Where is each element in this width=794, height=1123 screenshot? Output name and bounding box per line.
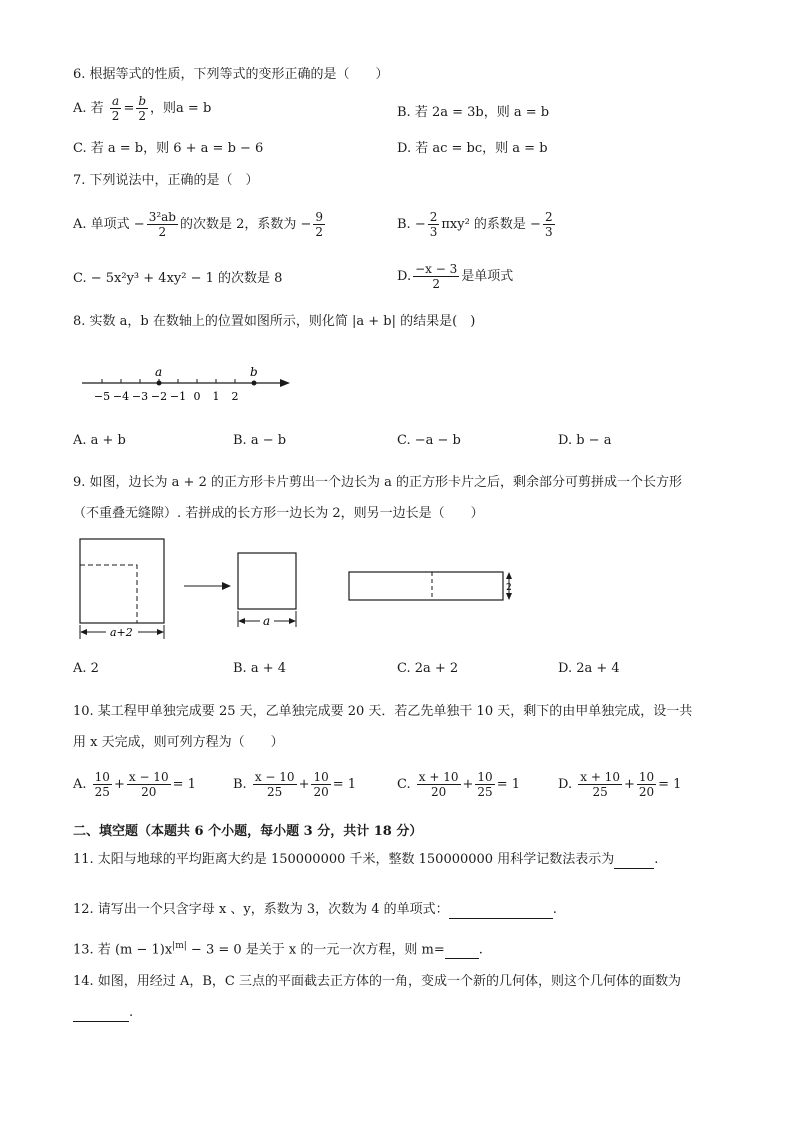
q8-option-c[interactable]: C. −a − b	[397, 433, 461, 448]
number-line-figure	[78, 362, 293, 404]
label-a: a	[263, 614, 271, 628]
q7-option-b[interactable]: B. − $\frac{2}{3}$ πxy² 的系数是 − $\frac{2}{3}$	[397, 210, 553, 239]
q8-option-b[interactable]: B. a − b	[233, 433, 287, 448]
axis-tick-label: −1	[169, 390, 187, 403]
q9-option-c[interactable]: C. 2a + 2	[397, 661, 459, 676]
q11-answer-blank[interactable]	[614, 854, 654, 869]
q9-stem-line2: （不重叠无缝隙）. 若拼成的长方形一边长为 2，则另一边长是（ ）	[73, 506, 484, 521]
axis-tick-label: −5	[93, 390, 111, 403]
q13: 13. 若 $(m - 1)x^{|m|} - 3 = 0$ 是关于 x 的一元一次方程，则 m= .	[73, 941, 483, 958]
q9-option-b[interactable]: B. a + 4	[233, 661, 286, 676]
fraction: $\frac{b}{2}$	[138, 94, 147, 123]
fraction: $\frac{2}{3}$	[544, 210, 553, 239]
q10-option-a[interactable]: A. $\frac{10}{25}$ + $\frac{x - 10}{20}$ = 1	[73, 770, 196, 799]
fraction: $\frac{\text{3²ab}}{2}$	[148, 210, 176, 239]
axis-tick-label: −4	[112, 390, 130, 403]
point-b-label: b	[250, 365, 258, 379]
q6-option-d[interactable]: D. 若 ac = bc，则 a = b	[397, 141, 548, 156]
axis-tick-label: −2	[150, 390, 168, 403]
fraction: $\frac{9}{2}$	[315, 210, 324, 239]
q14-line1: 14. 如图，用经过 A，B，C 三点的平面截去正方体的一角，变成一个新的几何体，则这个几何体的面数为	[73, 974, 681, 989]
fraction: $\frac{a}{2}$	[111, 94, 120, 123]
section-2-heading: 二、填空题（本题共 6 个小题，每小题 3 分，共计 18 分）	[73, 824, 423, 839]
q7-option-a[interactable]: A. 单项式 − $\frac{\text{3²ab}}{2}$ 的次数是 2，系数为 − $\frac{9}{2}$	[73, 210, 324, 239]
q9-stem-line1: 9. 如图，边长为 a + 2 的正方形卡片剪出一个边长为 a 的正方形卡片之后，剩余部分可剪拼成一个长方形	[73, 475, 682, 490]
q9-option-d[interactable]: D. 2a + 4	[558, 661, 620, 676]
axis-tick-label: 0	[193, 390, 201, 403]
q10-option-d[interactable]: D. $\frac{x + 10}{25}$ + $\frac{10}{20}$ = 1	[558, 770, 682, 799]
fraction: $\frac{2}{3}$	[429, 210, 438, 239]
q13-answer-blank[interactable]	[445, 944, 479, 959]
q7-option-d[interactable]: D. $\frac{-x - 3}{2}$ 是单项式	[397, 262, 514, 291]
q14-answer-blank[interactable]	[73, 1007, 129, 1022]
q11: 11. 太阳与地球的平均距离大约是 150000000 千米，整数 150000000 用科学记数法表示为 .	[73, 852, 659, 867]
label-2: 2	[506, 583, 512, 593]
q8-stem: 8. 实数 a，b 在数轴上的位置如图所示，则化简 |a + b| 的结果是( )	[73, 314, 476, 329]
square-cut-figure	[76, 535, 526, 643]
q7-option-c[interactable]: C. − 5x²y³ + 4xy² − 1 的次数是 8	[73, 271, 283, 286]
q6-option-a[interactable]: A. 若 $\frac{a}{2}$ = $\frac{b}{2}$ ，则a = b	[73, 94, 212, 123]
q8-option-d[interactable]: D. b − a	[558, 433, 612, 448]
label-a-plus-2: a+2	[110, 626, 133, 639]
q12-answer-blank[interactable]	[449, 904, 553, 919]
q6-option-c[interactable]: C. 若 a = b，则 6 + a = b − 6	[73, 141, 264, 156]
q10-option-c[interactable]: C. $\frac{x + 10}{20}$ + $\frac{10}{25}$ = 1	[397, 770, 520, 799]
q14-line2: .	[73, 1004, 133, 1022]
q10-option-b[interactable]: B. $\frac{x - 10}{25}$ + $\frac{10}{20}$ = 1	[233, 770, 357, 799]
q8-option-a[interactable]: A. a + b	[73, 433, 126, 448]
q7-stem: 7. 下列说法中，正确的是（ ）	[73, 173, 259, 188]
q10-stem-line1: 10. 某工程甲单独完成要 25 天，乙单独完成要 20 天．若乙先单独干 10 天，剩下的由甲单独完成，设一共	[73, 704, 693, 719]
point-a-dot	[157, 381, 162, 386]
q12: 12. 请写出一个只含字母 x 、y，系数为 3，次数为 4 的单项式： .	[73, 902, 557, 917]
point-b-dot	[252, 381, 257, 386]
point-a-label: a	[155, 365, 163, 379]
q10-stem-line2: 用 x 天完成，则可列方程为（ ）	[73, 735, 284, 750]
q9-option-a[interactable]: A. 2	[73, 661, 99, 676]
q6-stem: 6. 根据等式的性质，下列等式的变形正确的是（ ）	[73, 67, 389, 82]
axis-tick-label: 2	[231, 390, 239, 403]
axis-tick-label: 1	[212, 390, 220, 403]
axis-tick-label: −3	[131, 390, 149, 403]
fraction: $\frac{-x - 3}{2}$	[415, 262, 458, 291]
q6-option-b[interactable]: B. 若 2a = 3b，则 a = b	[397, 105, 550, 120]
